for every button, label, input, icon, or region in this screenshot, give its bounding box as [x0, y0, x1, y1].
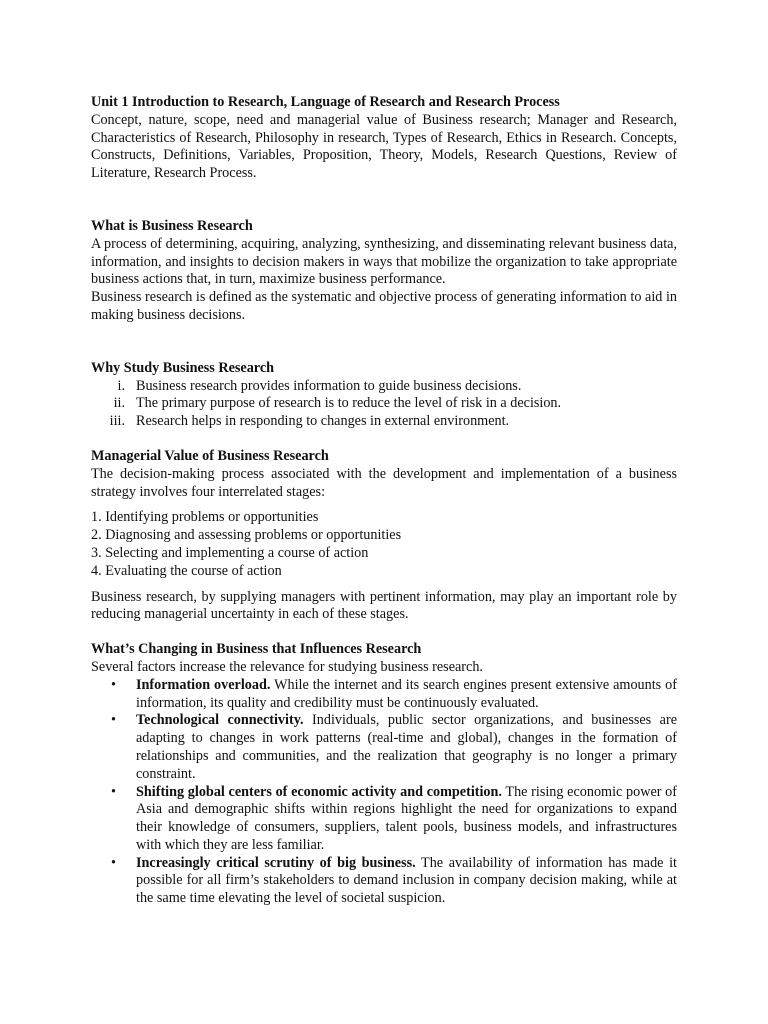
- why-section: [91, 360, 677, 431]
- list-item-lead: Information overload.: [136, 676, 271, 693]
- what-section: [91, 218, 677, 325]
- list-item-number: i.: [117, 377, 125, 394]
- list-item-text: While the internet and its search engines present extensive amounts of information, its quality and credibility must be continuously evaluated.: [136, 676, 677, 711]
- list-item-text: Individuals, public sector organizations, and businesses are adapting to changes in work patterns (real-time and global), changes in the formation of relationships and communities, and the realization that geography is no longer a primary constraint.: [136, 712, 677, 782]
- list-item: 4. Evaluating the course of action: [91, 562, 282, 579]
- list-item-lead: Technological connectivity.: [136, 712, 304, 729]
- changing-intro: Several factors increase the relevance for studying business research.: [91, 658, 483, 675]
- list-item: [91, 784, 677, 855]
- bullet-icon: •: [111, 854, 116, 871]
- stages-list: [91, 509, 677, 580]
- list-item-number: iii.: [109, 413, 125, 430]
- list-item-text: The availability of information has made it possible for all firm’s stakeholders to demand inclusion in company decision making, while at the same time elevating the level of societal suspicion.: [136, 854, 677, 907]
- list-item-lead: Shifting global centers of economic activity and competition.: [136, 783, 502, 800]
- list-item-number: ii.: [113, 395, 125, 412]
- list-item-text: The rising economic power of Asia and demographic shifts within regions highlight the need for organizations to expand their knowledge of consumers, suppliers, talent pools, business models, and infrastructures with which they are less familiar.: [136, 783, 677, 853]
- list-item: [91, 855, 677, 908]
- changing-list: [91, 677, 677, 908]
- document-page: [91, 94, 677, 908]
- bullet-icon: •: [111, 783, 116, 800]
- changing-title: What’s Changing in Business that Influences Research: [91, 641, 422, 658]
- what-text-1: A process of determining, acquiring, analyzing, synthesizing, and disseminating relevant business data, information, and insights to decision makers in ways that mobilize the organization to take appropriate business actions that, in turn, maximize business performance.: [91, 235, 677, 288]
- list-item: [91, 395, 677, 413]
- why-list: [91, 378, 677, 431]
- managerial-title: Managerial Value of Business Research: [91, 447, 329, 464]
- changing-section: [91, 641, 677, 908]
- unit-section: [91, 94, 677, 183]
- list-item: [91, 413, 677, 431]
- list-item: [91, 677, 677, 713]
- what-text-2: Business research is defined as the systematic and objective process of generating information to aid in making business decisions.: [91, 289, 677, 323]
- list-item: 1. Identifying problems or opportunities: [91, 509, 319, 526]
- unit-title: Unit 1 Introduction to Research, Language of Research and Research Process: [91, 94, 560, 110]
- managerial-intro: The decision-making process associated with the development and implementation of a business strategy involves four interrelated stages:: [91, 465, 677, 500]
- list-item-lead: Increasingly critical scrutiny of big business.: [136, 854, 416, 871]
- bullet-icon: •: [111, 712, 116, 729]
- list-item-text: The primary purpose of research is to reduce the level of risk in a decision.: [136, 395, 562, 412]
- bullet-icon: •: [111, 676, 116, 693]
- list-item: 3. Selecting and implementing a course of action: [91, 544, 369, 561]
- list-item-text: Business research provides information to guide business decisions.: [136, 377, 522, 394]
- list-item: 2. Diagnosing and assessing problems or opportunities: [91, 527, 402, 544]
- managerial-section: [91, 448, 677, 624]
- list-item-text: Research helps in responding to changes in external environment.: [136, 413, 510, 430]
- list-item: [91, 712, 677, 783]
- unit-text: Concept, nature, scope, need and managerial value of Business research; Manager and Research, Characteristics of Research, Philosophy in research, Types of Research, Ethics in Research. Concepts, Constructs, Definitions, Variables, Proposition, Theory, Models, Research Questions, Review of Literature, Research Process.: [91, 111, 677, 182]
- managerial-closing: Business research, by supplying managers with pertinent information, may play an important role by reducing managerial uncertainty in each of these stages.: [91, 588, 677, 623]
- what-title: What is Business Research: [91, 217, 253, 234]
- list-item: [91, 378, 677, 396]
- why-title: Why Study Business Research: [91, 359, 275, 376]
